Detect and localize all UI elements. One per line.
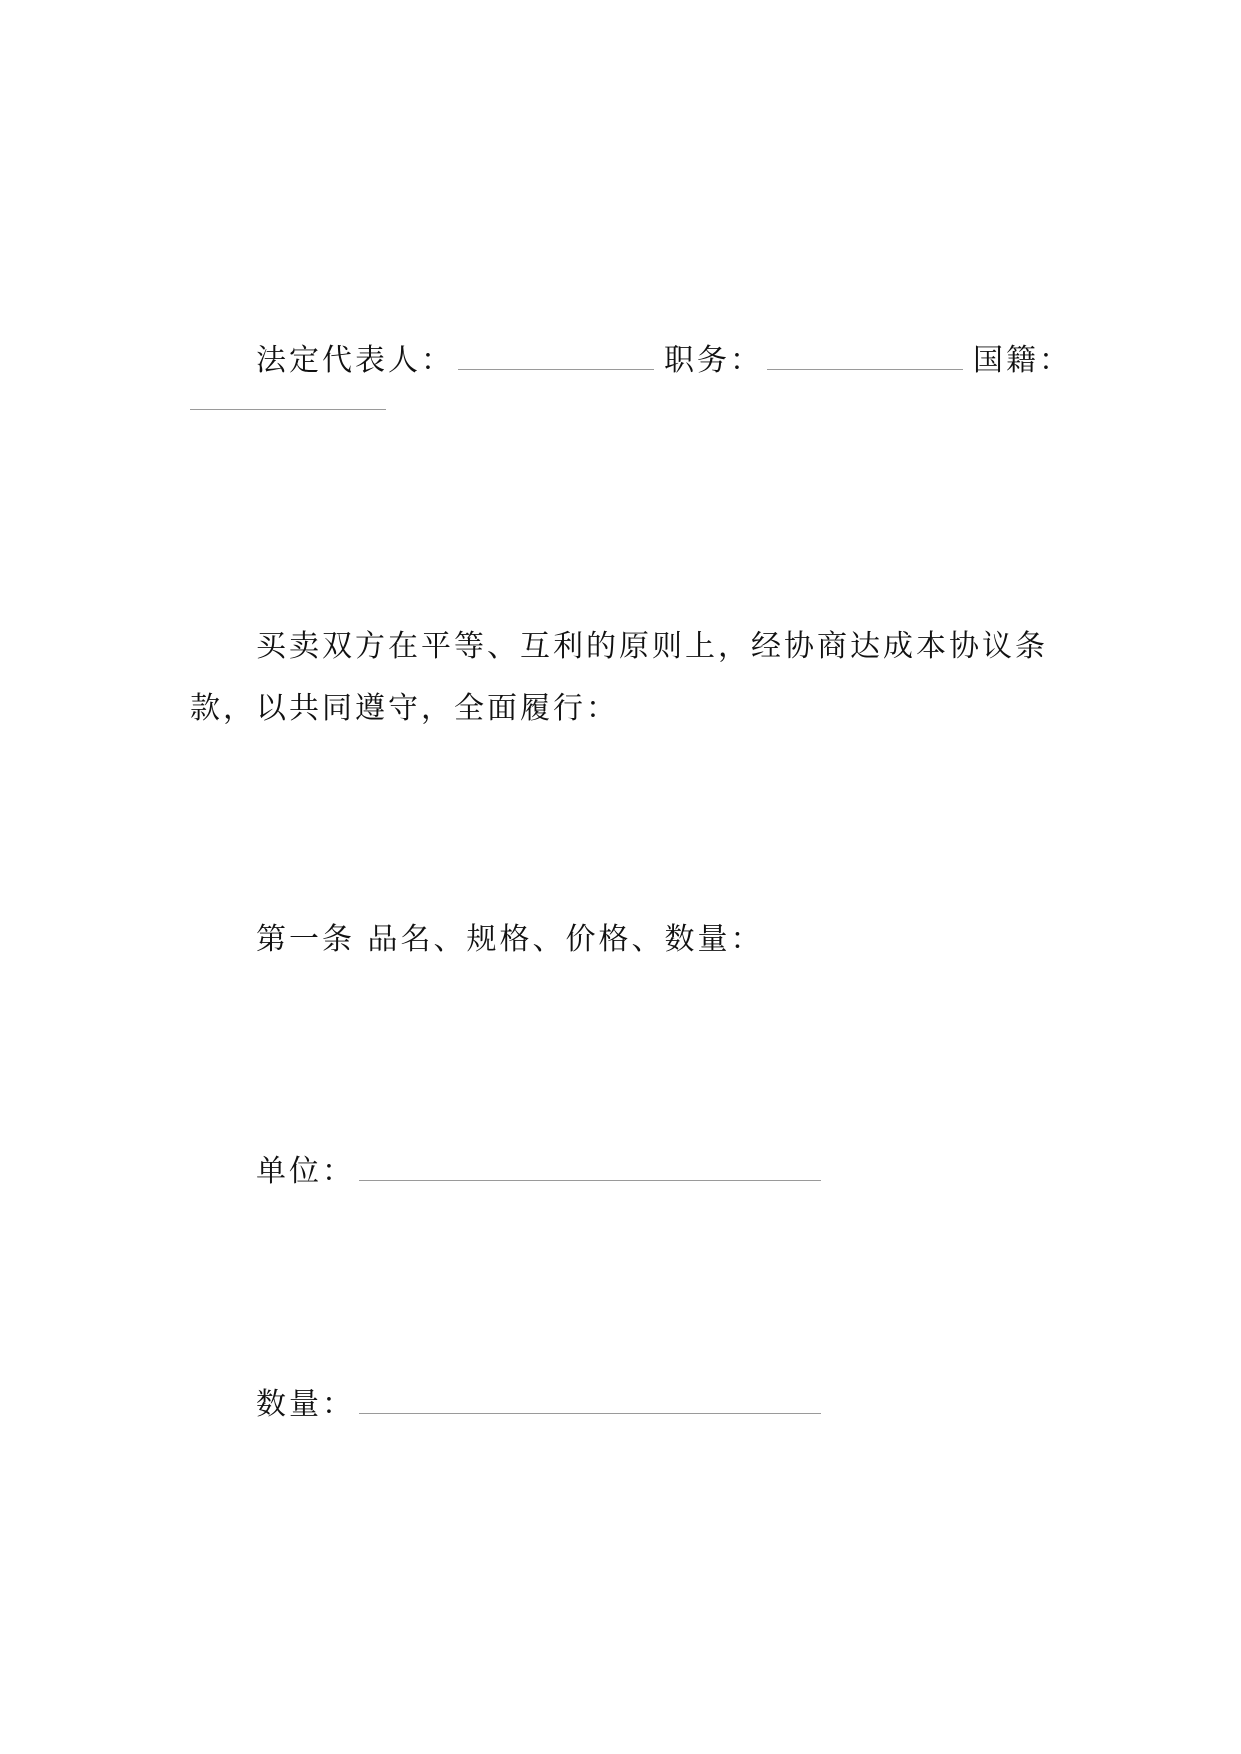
legal-rep-blank: [458, 347, 654, 370]
quantity-line: [256, 1388, 1116, 1422]
legal-representative-line: [256, 344, 1116, 378]
paragraph-line-2: 款，以共同遵守，全面履行：: [190, 691, 619, 726]
unit-blank: [359, 1158, 821, 1181]
unit-line: [256, 1155, 1116, 1189]
article-1-heading: 第一条 品名、规格、价格、数量：: [256, 922, 764, 957]
paragraph-line-1: 买卖双方在平等、互利的原则上，经协商达成本协议条: [256, 629, 1048, 664]
legal-rep-label: 法定代表人：: [256, 343, 454, 378]
nationality-blank: [190, 409, 386, 410]
unit-label: 单位：: [256, 1154, 355, 1189]
position-blank: [767, 347, 963, 370]
position-label: 职务：: [664, 343, 763, 378]
nationality-label: 国籍：: [973, 343, 1072, 378]
quantity-blank: [359, 1391, 821, 1414]
quantity-label: 数量：: [256, 1387, 355, 1422]
